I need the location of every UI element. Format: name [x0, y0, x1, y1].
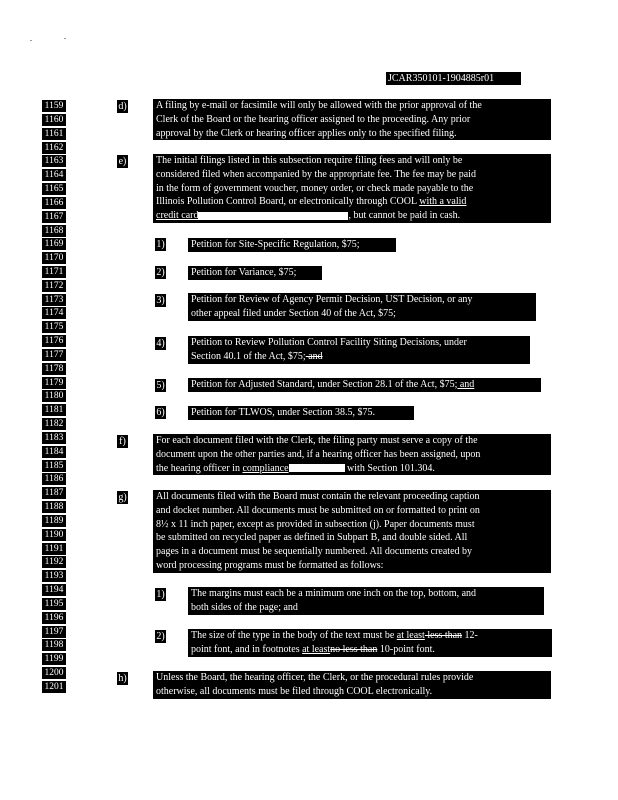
line-number: 1194 [42, 584, 66, 596]
paragraph-line: document upon the other parties and, if a hearing officer has been assigned, upon [156, 448, 481, 460]
line-number: 1198 [42, 639, 66, 651]
label-e2: 2) [156, 267, 165, 278]
line-number: 1173 [42, 294, 66, 306]
item-e3: Petition for Review of Agency Permit Decision, UST Decision, or any other appeal filed under Section 40 of the Act, $75; [188, 293, 536, 321]
line-number: 1195 [42, 598, 66, 610]
line-number: 1170 [42, 252, 66, 264]
paragraph-line: Unless the Board, the hearing officer, the Clerk, or the procedural rules provide [156, 672, 474, 683]
line-number: 1190 [42, 529, 66, 541]
paragraph-g [153, 490, 551, 573]
paragraph-line: Clerk of the Board or the hearing officer assigned to the proceeding. Any prior [156, 113, 471, 125]
paragraph-line: the hearing officer in compliance with Section 101.304. [156, 462, 435, 474]
label-e6: 6) [156, 407, 165, 418]
scan-speck [64, 38, 66, 39]
line-number: 1185 [42, 460, 66, 472]
line-number: 1189 [42, 515, 66, 527]
line-number: 1179 [42, 377, 66, 389]
line-number: 1187 [42, 487, 66, 499]
inserted-text: at least [396, 630, 425, 641]
line-number: 1165 [42, 183, 66, 195]
line-number: 1168 [42, 225, 66, 237]
item-e1: Petition for Site-Specific Regulation, $75; [188, 238, 396, 252]
label-f: f) [117, 435, 128, 448]
paragraph-f [153, 434, 551, 475]
line-number: 1188 [42, 501, 66, 513]
document-code-header: JCAR350101-1904885r01 [386, 72, 521, 85]
deleted-text: and [305, 350, 323, 362]
redaction-gap [289, 464, 345, 472]
line-number: 1163 [42, 155, 66, 167]
label-g2: 2) [156, 631, 165, 642]
item-g1: The margins must each be a minimum one inch on the top, bottom, and both sides of the page; and [188, 587, 544, 615]
line-number: 1162 [42, 142, 66, 154]
inserted-text: with a valid [419, 196, 467, 208]
inserted-text: at least [302, 643, 331, 655]
line-number: 1172 [42, 280, 66, 292]
scan-speck [30, 40, 32, 41]
paragraph-line: For each document filed with the Clerk, the filing party must serve a copy of the [156, 435, 478, 446]
line-number: 1177 [42, 349, 66, 361]
line-number: 1166 [42, 197, 66, 209]
item-g2: The size of the type in the body of the text must be at least less than 12- point font, and in footnotes at leastno less than 10-point font. [188, 629, 552, 657]
label-g: g) [118, 492, 127, 503]
label-e: e) [118, 156, 127, 167]
label-d: d) [118, 101, 127, 112]
paragraph-line: 8½ x 11 inch paper, except as provided in subsection (j). Paper documents must [156, 518, 475, 530]
paragraph-line: pages in a document must be sequentially numbered. All documents created by [156, 546, 473, 558]
line-number: 1175 [42, 321, 66, 333]
paragraph-h [153, 671, 551, 699]
line-number: 1200 [42, 667, 66, 679]
line-number: 1178 [42, 363, 66, 375]
paragraph-line: Illinois Pollution Control Board, or electronically through COOL with a valid [156, 196, 467, 208]
line-number: 1181 [42, 404, 66, 416]
line-number: 1191 [42, 543, 66, 555]
label-h: h) [118, 673, 127, 684]
line-number: 1193 [42, 570, 66, 582]
redaction-gap [198, 212, 348, 220]
line-number: 1167 [42, 211, 66, 223]
line-number: 1184 [42, 446, 66, 458]
paragraph-line: be submitted on recycled paper as defined in Subpart B, and double sided. All [156, 532, 468, 544]
item-e2: Petition for Variance, $75; [188, 266, 322, 280]
paragraph-line: A filing by e-mail or facsimile will only be allowed with the prior approval of the [156, 100, 482, 111]
line-number: 1174 [42, 307, 66, 319]
label-e5: 5) [156, 380, 165, 391]
line-number: 1169 [42, 238, 66, 250]
paragraph-e [153, 154, 551, 223]
label-g1: 1) [156, 589, 165, 600]
line-number: 1183 [42, 432, 66, 444]
item-e5: Petition for Adjusted Standard, under Section 28.1 of the Act, $75; and [188, 378, 541, 392]
deleted-text: no less than [330, 643, 378, 655]
label-e3: 3) [156, 295, 165, 306]
line-number: 1192 [42, 556, 66, 568]
line-number: 1176 [42, 335, 66, 347]
line-number: 1196 [42, 612, 66, 624]
paragraph-line: The initial filings listed in this subsection require filing fees and will only be [156, 155, 463, 166]
line-number: 1197 [42, 626, 66, 638]
paragraph-line: All documents filed with the Board must contain the relevant proceeding caption [156, 491, 480, 502]
line-number: 1159 [42, 100, 66, 112]
line-number: 1186 [42, 473, 66, 485]
paragraph-line: approval by the Clerk or hearing officer applies only to the specified filing. [156, 127, 457, 139]
paragraph-d [153, 99, 551, 140]
paragraph-line: in the form of government voucher, money order, or check made payable to the [156, 182, 474, 194]
paragraph-line: otherwise, all documents must be filed through COOL electronically. [156, 685, 433, 697]
line-number: 1160 [42, 114, 66, 126]
label-e4: 4) [156, 338, 165, 349]
line-number: 1201 [42, 681, 66, 693]
paragraph-line: word processing programs must be formatted as follows: [156, 559, 384, 571]
line-number: 1180 [42, 390, 66, 402]
item-e4: Petition to Review Pollution Control Facility Siting Decisions, under Section 40.1 of the Act, $75; and [188, 336, 530, 364]
line-number: 1182 [42, 418, 66, 430]
inserted-text: and [457, 379, 475, 390]
line-number: 1171 [42, 266, 66, 278]
paragraph-line: and docket number. All documents must be submitted on or formatted to print on [156, 504, 480, 516]
paragraph-line: credit card , but cannot be paid in cash. [156, 210, 461, 222]
line-number: 1164 [42, 169, 66, 181]
item-e6: Petition for TLWOS, under Section 38.5, $75. [188, 406, 414, 420]
inserted-text: compliance [242, 462, 289, 474]
label-e1: 1) [156, 239, 165, 250]
line-number: 1199 [42, 653, 66, 665]
line-number: 1161 [42, 128, 66, 140]
deleted-text: less than [424, 630, 463, 641]
inserted-text: credit card [156, 210, 199, 222]
paragraph-line: considered filed when accompanied by the appropriate fee. The fee may be paid [156, 168, 476, 180]
